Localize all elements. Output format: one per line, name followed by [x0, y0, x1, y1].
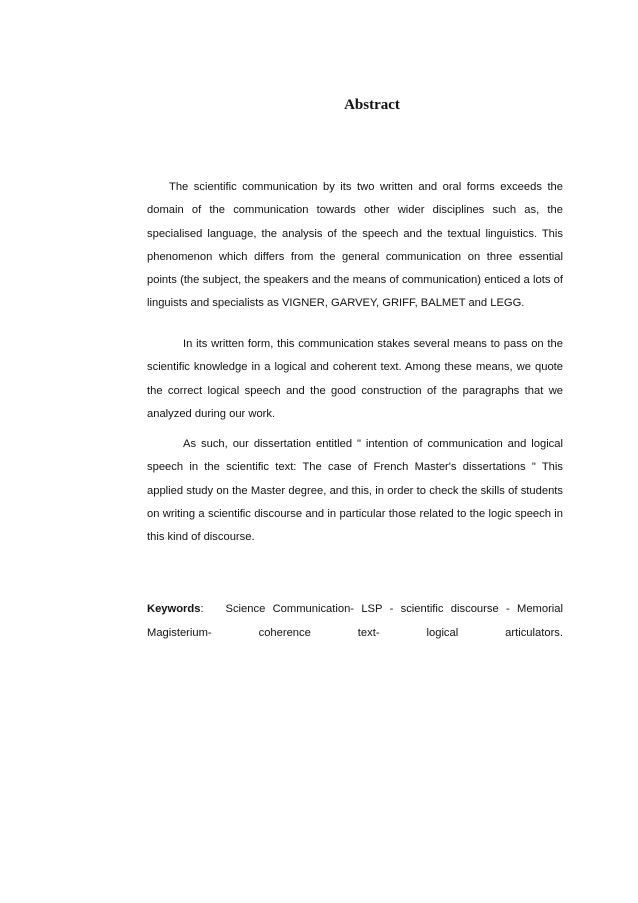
keywords-text: Science Communication- LSP - scientific discourse - Memorial Magisterium- coherence text- logical articulators.	[147, 603, 563, 639]
keywords-colon: :	[200, 603, 204, 615]
abstract-title: Abstract	[344, 97, 400, 113]
abstract-paragraph-2: In its written form, this communication stakes several means to pass on the scientific knowledge in a logical and coherent text. Among these means, we quote the correct logical speech and the good construction of the paragraphs that we analyzed during our work.	[147, 338, 563, 420]
abstract-paragraph-3: As such, our dissertation entitled " intention of communication and logical speech in the scientific text: The case of French Master's dissertations " This applied study on the Master degree, and this, in order to check the skills of students on writing a scientific discourse and in particular those related to the logic speech in this kind of discourse.	[147, 438, 563, 544]
keywords-label: Keywords	[147, 603, 201, 615]
keywords-block	[147, 597, 563, 645]
abstract-paragraph-1: The scientific communication by its two written and oral forms exceeds the domain of the communication towards other wider disciplines such as, the specialised language, the analysis of the speech and the textual linguistics. This phenomenon which differs from the general communication on three essential points (the subject, the speakers and the means of communication) enticed a lots of linguists and specialists as VIGNER, GARVEY, GRIFF, BALMET and LEGG.	[147, 181, 563, 310]
